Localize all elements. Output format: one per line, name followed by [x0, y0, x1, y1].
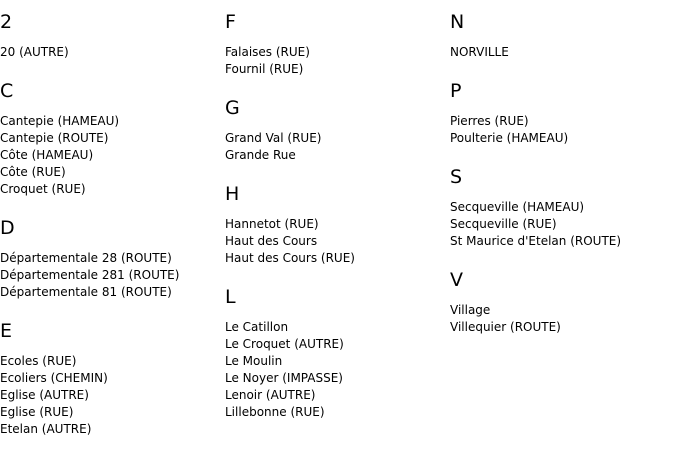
street-name-item: Poulterie (HAMEAU)	[450, 131, 569, 145]
street-name-item: Départementale 81 (ROUTE)	[0, 285, 172, 299]
section-letter-heading: F	[225, 11, 236, 33]
street-name-item: Pierres (RUE)	[450, 114, 529, 128]
street-name-item: Cantepie (ROUTE)	[0, 131, 109, 145]
street-name-item: Ecoles (RUE)	[0, 354, 77, 368]
letter-group	[225, 182, 450, 267]
street-name-item: Côte (HAMEAU)	[0, 148, 94, 162]
street-name-item: Grande Rue	[225, 148, 296, 162]
letter-group	[450, 10, 675, 61]
letter-group	[225, 285, 450, 421]
street-name-item: Haut des Cours (RUE)	[225, 251, 355, 265]
street-name-item: Ecoliers (CHEMIN)	[0, 371, 108, 385]
letter-group	[0, 10, 225, 61]
street-name-item: Hannetot (RUE)	[225, 217, 319, 231]
index-column	[450, 0, 675, 461]
street-name-item: Croquet (RUE)	[0, 182, 86, 196]
street-name-item: Le Noyer (IMPASSE)	[225, 371, 343, 385]
section-letter-heading: E	[0, 320, 13, 342]
letter-group	[0, 79, 225, 198]
street-name-item: Falaises (RUE)	[225, 45, 310, 59]
street-name-item: 20 (AUTRE)	[0, 45, 69, 59]
letter-group	[0, 319, 225, 438]
letter-group	[225, 96, 450, 164]
section-letter-heading: N	[450, 11, 465, 33]
street-name-item: Le Moulin	[225, 354, 283, 368]
street-name-item: Secqueville (HAMEAU)	[450, 200, 585, 214]
letter-group	[0, 216, 225, 301]
section-letter-heading: V	[450, 269, 463, 291]
letter-group	[225, 10, 450, 78]
index-column	[225, 0, 450, 461]
street-name-item: Départementale 281 (ROUTE)	[0, 268, 180, 282]
section-letter-heading: L	[225, 286, 236, 308]
street-name-item: Le Croquet (AUTRE)	[225, 337, 344, 351]
street-name-item: St Maurice d'Etelan (ROUTE)	[450, 234, 622, 248]
index-column	[0, 0, 225, 461]
letter-group	[450, 268, 675, 336]
street-name-item: Eglise (AUTRE)	[0, 388, 89, 402]
letter-group	[450, 79, 675, 147]
street-name-item: NORVILLE	[450, 45, 509, 59]
street-name-item: Cantepie (HAMEAU)	[0, 114, 120, 128]
street-name-item: Eglise (RUE)	[0, 405, 74, 419]
section-letter-heading: P	[450, 80, 462, 102]
street-name-item: Grand Val (RUE)	[225, 131, 322, 145]
street-name-item: Le Catillon	[225, 320, 289, 334]
street-name-item: Haut des Cours	[225, 234, 318, 248]
section-letter-heading: S	[450, 166, 463, 188]
street-name-item: Secqueville (RUE)	[450, 217, 557, 231]
street-name-item: Etelan (AUTRE)	[0, 422, 92, 436]
section-letter-heading: H	[225, 183, 240, 205]
letter-group	[450, 165, 675, 250]
street-name-item: Fournil (RUE)	[225, 62, 304, 76]
street-name-item: Départementale 28 (ROUTE)	[0, 251, 172, 265]
section-letter-heading: 2	[0, 11, 13, 33]
street-name-item: Lillebonne (RUE)	[225, 405, 325, 419]
street-name-item: Lenoir (AUTRE)	[225, 388, 316, 402]
street-name-item: Village	[450, 303, 491, 317]
section-letter-heading: C	[0, 80, 14, 102]
street-name-item: Côte (RUE)	[0, 165, 66, 179]
section-letter-heading: G	[225, 97, 240, 119]
section-letter-heading: D	[0, 217, 15, 239]
street-name-item: Villequier (ROUTE)	[450, 320, 561, 334]
